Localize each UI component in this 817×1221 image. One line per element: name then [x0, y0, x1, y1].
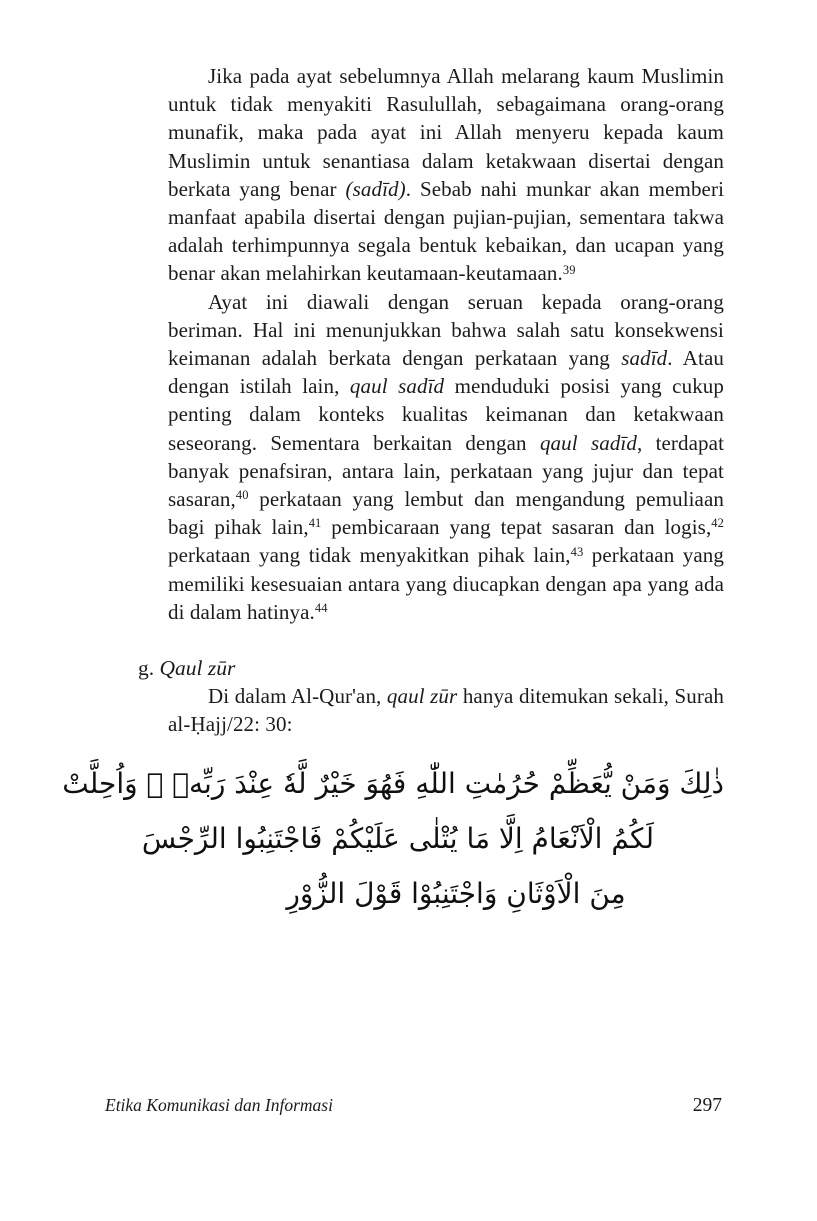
quran-verse-line-3: مِنَ الْاَوْثَانِ وَاجْتَنِبُوْا قَوْلَ الزُّوْرِ: [286, 877, 626, 911]
page-footer: [105, 1095, 722, 1117]
quran-verse-line-2: لَكُمُ الْاَنْعَامُ اِلَّا مَا يُتْلٰى عَلَيْكُمْ فَاجْتَنِبُوا الرِّجْسَ: [141, 822, 654, 856]
quran-verse-al-hajj-22-30: [62, 756, 724, 921]
page-number: 297: [692, 1095, 722, 1116]
running-title: Etika Komunikasi dan Informasi: [105, 1095, 333, 1115]
paragraph-qaul-zur-intro: Di dalam Al-Qur'an, qaul zūr hanya ditemukan sekali, Surah al-Ḥajj/22: 30:: [168, 684, 724, 737]
paragraph-qaul-sadid-interpretations: Ayat ini diawali dengan seruan kepada orang-orang beriman. Hal ini menunjukkan bahwa salah satu konsekwensi keimanan adalah berkata dengan perkataan yang sadīd. Atau dengan istilah lain, qaul sadīd menduduki posisi yang cukup penting dalam konteks kualitas keimanan dan ketakwaan seseorang. Sementara berkaitan dengan qaul sadīd, terdapat banyak penafsiran, antara lain, perkataan yang jujur dan tepat sasaran,$^{40}$ perkataan yang lembut dan mengandung pemuliaan bagi pihak lain,$^{41}$ pembicaraan yang tepat sasaran dan logis,$^{42}$ perkataan yang tidak menyakitkan pihak lain,$^{43}$ perkataan yang memiliki kesesuaian antara yang diucapkan dengan apa yang ada di dalam hatinya.$^{44}$: [168, 289, 724, 624]
page-body: [62, 62, 724, 921]
section-heading-qaul-zur: g. Qaul zūr: [138, 656, 236, 681]
quran-verse-line-1: ذٰلِكَ وَمَنْ يُّعَظِّمْ حُرُمٰتِ اللّٰهِ فَهُوَ خَيْرٌ لَّهٗ عِنْدَ رَبِّهٖ ۗ وَاُحِلَّتْ: [62, 767, 724, 801]
paragraph-qaul-sadid-intro: Jika pada ayat sebelumnya Allah melarang kaum Muslimin untuk tidak menyakiti Rasulullah, sebagaimana orang-orang munafik, maka pada ayat ini Allah menyeru kepada kaum Muslimin untuk senantiasa dalam ketakwaan disertai dengan berkata yang benar (sadīd). Sebab nahi munkar akan memberi manfaat apabila disertai dengan pujian-pujian, sementara takwa adalah terhimpunnya segala bentuk kebaikan, dan ucapan yang benar akan melahirkan keutamaan-keutamaan.$^{39}$: [168, 64, 724, 286]
